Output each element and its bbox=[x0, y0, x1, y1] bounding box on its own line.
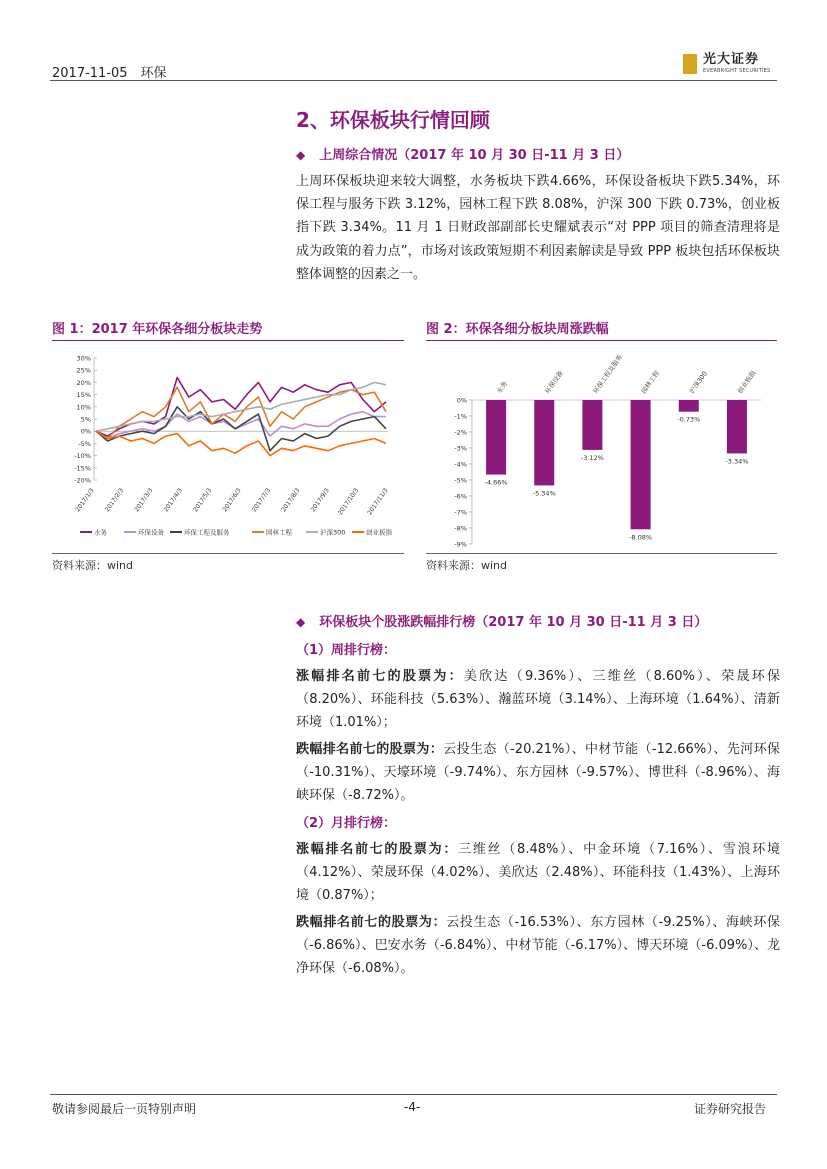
header-divider bbox=[50, 80, 777, 81]
rankings-title bbox=[296, 611, 707, 630]
weekly-gain-text: 美欣达（9.36%）、三维丝（8.60%）、荣晟环保（8.20%）、环能科技（5.63%）、瀚蓝环境（3.14%）、上海环境（1.64%）、清新环境（1.01%）； bbox=[296, 669, 780, 730]
weekly-losers bbox=[296, 738, 780, 807]
figure2-bottom-rule bbox=[426, 553, 777, 554]
category-label: 环保设备 bbox=[543, 369, 565, 396]
y-tick-label: -7% bbox=[454, 508, 467, 517]
figure1-line-chart bbox=[52, 342, 404, 552]
y-tick-label: -5% bbox=[78, 439, 91, 448]
diamond-bullet-icon: ◆ bbox=[296, 615, 306, 629]
data-label: -5.34% bbox=[532, 489, 556, 498]
series-line bbox=[96, 378, 386, 437]
y-tick-label: -2% bbox=[454, 428, 467, 437]
y-tick-label: 0% bbox=[80, 427, 91, 436]
y-tick-label: -4% bbox=[454, 460, 467, 469]
logo-name-cn: 光大证券 bbox=[703, 52, 760, 67]
monthly-gain-text: 三维丝（8.48%）、中金环境（7.16%）、雪浪环境（4.12%）、荣晟环保（4.02%）、美欣达（2.48%）、环能科技（1.43%）、上海环境（0.87%）； bbox=[296, 842, 780, 903]
section-title: 2、环保板块行情回顾 bbox=[296, 108, 490, 132]
weekly-heading: （1）周排行榜： bbox=[296, 643, 397, 658]
weekly-loss-text: 云投生态（-20.21%）、中材节能（-12.66%）、先河环保（-10.31%）、天壕环境（-9.74%）、东方园林（-9.57%）、博世科（-8.96%）、海峡环保（-8.72%）。 bbox=[296, 742, 780, 803]
x-tick-label: 2017/3/3 bbox=[133, 487, 155, 514]
legend-label: 创业板指 bbox=[366, 528, 392, 537]
series-line bbox=[96, 382, 386, 431]
figure2-title: 图 2：环保各细分板块周涨跌幅 bbox=[426, 322, 609, 337]
subtitle-text: 上周综合情况（2017 年 10 月 30 日-11 月 3 日） bbox=[319, 148, 630, 163]
series-line bbox=[96, 387, 386, 438]
monthly-loss-text: 云投生态（-16.53%）、东方园林（-9.25%）、海峡环保（-6.86%）、巴安水务（-6.84%）、中材节能（-6.17%）、博天环境（-6.09%）、龙净环保（-6.08%）。 bbox=[296, 915, 780, 976]
bar bbox=[486, 400, 506, 475]
bar bbox=[582, 400, 602, 450]
y-tick-label: -6% bbox=[454, 492, 467, 501]
bar bbox=[727, 400, 747, 453]
weekly-gainers bbox=[296, 665, 780, 734]
legend-label: 园林工程 bbox=[266, 528, 292, 537]
company-logo bbox=[683, 53, 770, 74]
y-tick-label: 5% bbox=[80, 415, 91, 424]
x-tick-label: 2017/9/3 bbox=[309, 487, 331, 514]
x-tick-label: 2017/6/3 bbox=[221, 487, 243, 514]
y-tick-label: 30% bbox=[76, 354, 91, 363]
category-label: 环保工程及服务 bbox=[591, 353, 625, 396]
category-label: 创业板指 bbox=[736, 369, 758, 396]
logo-name-en: EVERBRIGHT SECURITIES bbox=[703, 68, 771, 74]
y-tick-label: 15% bbox=[76, 391, 91, 400]
footer-disclaimer: 敬请参阅最后一页特别声明 bbox=[52, 1102, 197, 1116]
monthly-loss-label: 跌幅排名前七的股票为： bbox=[296, 915, 447, 930]
category-label: 水务 bbox=[495, 379, 510, 396]
section-paragraph: 上周环保板块迎来较大调整，水务板块下跌4.66%，环保设备板块下跌5.34%，环保工程与服务下跌 3.12%，园林工程下跌 8.08%，沪深 300 下跌 0.73%，创业板指下跌 3.34%。11 月 1 日财政部副部长史耀斌表示“对 PPP 项目的筛查清理将是成为政策的着力点”，市场对该政策短期不利因素解读是导致 PPP 板块包括环保板块整体调整的因素之一。 bbox=[296, 174, 780, 282]
y-tick-label: -20% bbox=[74, 476, 91, 485]
figure2-top-rule bbox=[426, 340, 777, 341]
data-label: -3.12% bbox=[580, 453, 604, 462]
diamond-bullet-icon: ◆ bbox=[296, 148, 306, 162]
y-tick-label: 0% bbox=[456, 396, 467, 405]
y-tick-label: -1% bbox=[454, 412, 467, 421]
y-tick-label: -9% bbox=[454, 540, 467, 549]
category-label: 沪深300 bbox=[687, 369, 709, 396]
page-number: -4- bbox=[404, 1100, 421, 1114]
figure1-bottom-rule bbox=[52, 553, 404, 554]
rankings-title-text: 环保板块个股涨跌幅排行榜（2017 年 10 月 30 日-11 月 3 日） bbox=[319, 615, 708, 630]
data-label: -4.66% bbox=[484, 478, 508, 487]
series-line bbox=[96, 431, 386, 455]
weekly-gain-label: 涨幅排名前七的股票为： bbox=[296, 669, 464, 684]
x-tick-label: 2017/5/3 bbox=[192, 487, 214, 514]
x-tick-label: 2017/11/3 bbox=[366, 487, 390, 517]
x-tick-label: 2017/2/3 bbox=[103, 487, 126, 514]
x-tick-label: 2017/7/3 bbox=[250, 487, 273, 514]
figure2-source: 资料来源：wind bbox=[426, 559, 508, 572]
y-tick-label: 20% bbox=[76, 378, 91, 387]
legend-label: 环保设备 bbox=[138, 528, 164, 537]
figure2-bar-chart bbox=[426, 342, 777, 552]
figure1-title: 图 1：2017 年环保各细分板块走势 bbox=[52, 322, 263, 337]
y-tick-label: -5% bbox=[454, 476, 467, 485]
monthly-heading: （2）月排行榜： bbox=[296, 816, 397, 831]
data-label: -0.73% bbox=[677, 415, 701, 424]
bar bbox=[631, 400, 651, 529]
bar bbox=[534, 400, 554, 485]
legend-label: 沪深300 bbox=[320, 528, 346, 537]
category-label: 园林工程 bbox=[639, 369, 662, 396]
weekly-loss-label: 跌幅排名前七的股票为： bbox=[296, 742, 444, 757]
header-date-topic: 2017-11-05 环保 bbox=[52, 66, 167, 81]
figure1-top-rule bbox=[52, 340, 404, 341]
y-tick-label: -15% bbox=[74, 464, 91, 473]
y-tick-label: -10% bbox=[74, 452, 91, 461]
data-label: -3.34% bbox=[725, 457, 749, 466]
x-tick-label: 2017/8/3 bbox=[280, 487, 302, 514]
y-tick-label: -3% bbox=[454, 444, 467, 453]
monthly-gainers bbox=[296, 838, 780, 907]
x-tick-label: 2017/10/3 bbox=[336, 487, 361, 517]
data-label: -8.08% bbox=[629, 533, 653, 542]
logo-mark-icon bbox=[683, 54, 697, 74]
footer-report-type: 证券研究报告 bbox=[694, 1102, 767, 1116]
figure1-source: 资料来源：wind bbox=[52, 559, 134, 572]
x-tick-label: 2017/1/3 bbox=[74, 487, 96, 514]
y-tick-label: 10% bbox=[76, 403, 91, 412]
legend-label: 环保工程及服务 bbox=[184, 528, 230, 537]
monthly-gain-label: 涨幅排名前七的股票为： bbox=[296, 842, 459, 857]
footer-divider bbox=[50, 1094, 777, 1095]
y-tick-label: -8% bbox=[454, 524, 467, 533]
section-subtitle bbox=[296, 144, 629, 163]
bar bbox=[679, 400, 699, 412]
y-tick-label: 25% bbox=[76, 366, 91, 375]
monthly-losers bbox=[296, 911, 780, 980]
legend-label: 水务 bbox=[94, 528, 107, 537]
x-tick-label: 2017/4/3 bbox=[162, 487, 184, 514]
